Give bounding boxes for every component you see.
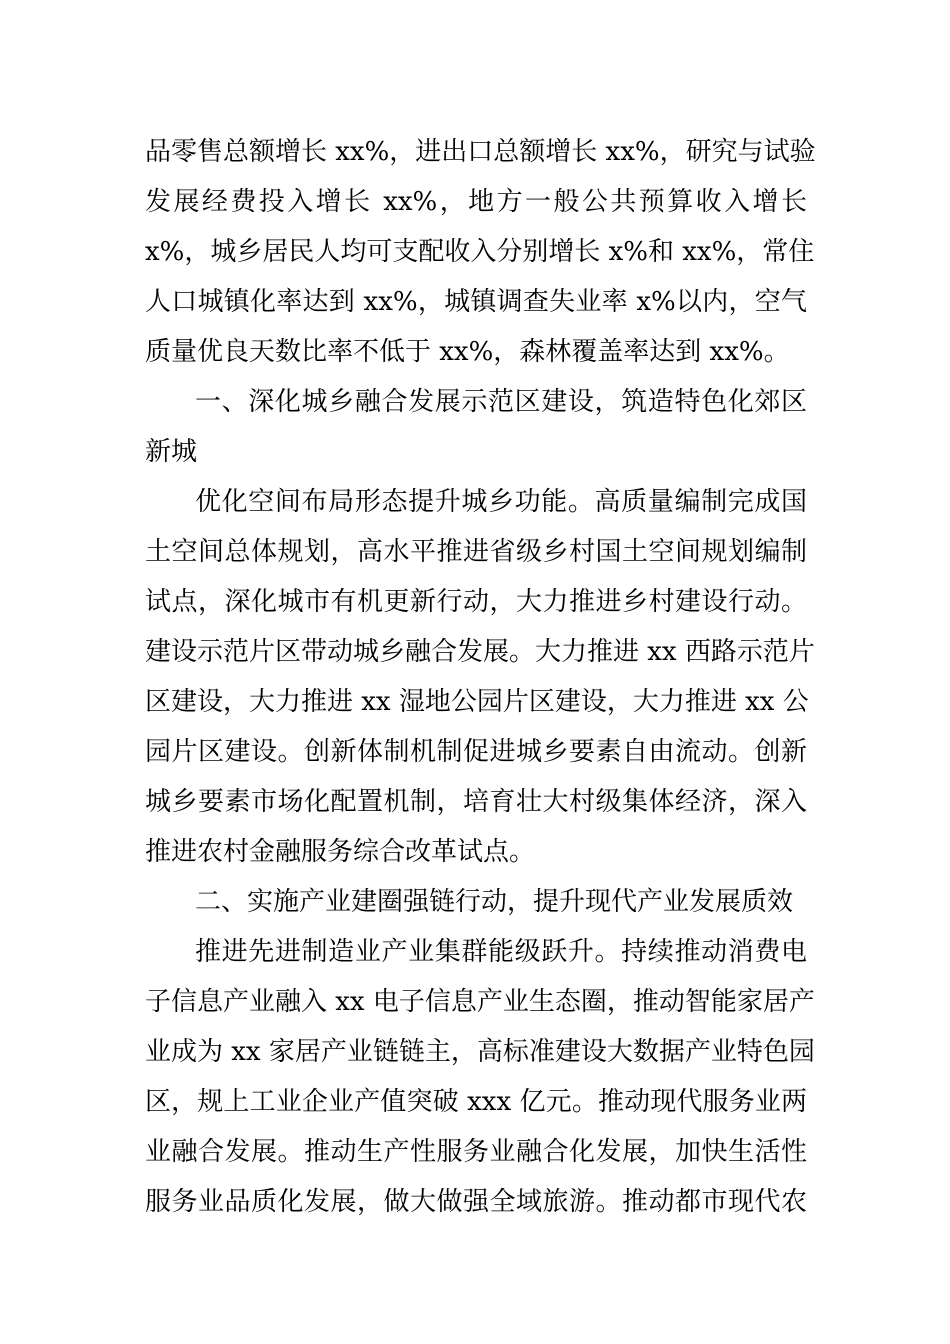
text-line: 服务业品质化发展，做大做强全域旅游。推动都市现代农 xyxy=(145,1187,807,1217)
text-line: 发展经费投入增长 xx%，地方一般公共预算收入增长 xyxy=(145,187,807,217)
text-line: 质量优良天数比率不低于 xx%，森林覆盖率达到 xx%。 xyxy=(145,337,790,367)
text-line: 区，规上工业企业产值突破 xxx 亿元。推动现代服务业两 xyxy=(145,1087,807,1117)
text-line: 土空间总体规划，高水平推进省级乡村国土空间规划编制 xyxy=(145,537,807,567)
section-heading-2: 二、实施产业建圈强链行动，提升现代产业发展质效 xyxy=(195,887,794,917)
text-line: 园片区建设。创新体制机制促进城乡要素自由流动。创新 xyxy=(145,737,807,767)
text-line: 业融合发展。推动生产性服务业融合化发展，加快生活性 xyxy=(145,1137,807,1167)
text-line: 城乡要素市场化配置机制，培育壮大村级集体经济，深入 xyxy=(145,787,807,817)
section-heading-1-cont: 新城 xyxy=(145,437,198,467)
text-line: 子信息产业融入 xx 电子信息产业生态圈，推动智能家居产 xyxy=(145,987,815,1017)
document-page xyxy=(145,127,816,1227)
text-line: 区建设，大力推进 xx 湿地公园片区建设，大力推进 xx 公 xyxy=(145,687,809,717)
text-line: 试点，深化城市有机更新行动，大力推进乡村建设行动。 xyxy=(145,587,807,617)
text-line: 业成为 xx 家居产业链链主，高标准建设大数据产业特色园 xyxy=(145,1037,815,1067)
text-line: x%，城乡居民人均可支配收入分别增长 x%和 xx%，常住 xyxy=(145,237,815,267)
text-line: 推进农村金融服务综合改革试点。 xyxy=(145,837,536,867)
text-line: 品零售总额增长 xx%，进出口总额增长 xx%，研究与试验 xyxy=(145,137,816,167)
section-heading-1: 一、深化城乡融合发展示范区建设，筑造特色化郊区 xyxy=(195,387,807,417)
paragraph-start: 优化空间布局形态提升城乡功能。高质量编制完成国 xyxy=(195,487,807,517)
text-line: 建设示范片区带动城乡融合发展。大力推进 xx 西路示范片 xyxy=(145,637,815,667)
paragraph-start: 推进先进制造业产业集群能级跃升。持续推动消费电 xyxy=(195,937,807,967)
text-line: 人口城镇化率达到 xx%，城镇调查失业率 x%以内，空气 xyxy=(145,287,807,317)
